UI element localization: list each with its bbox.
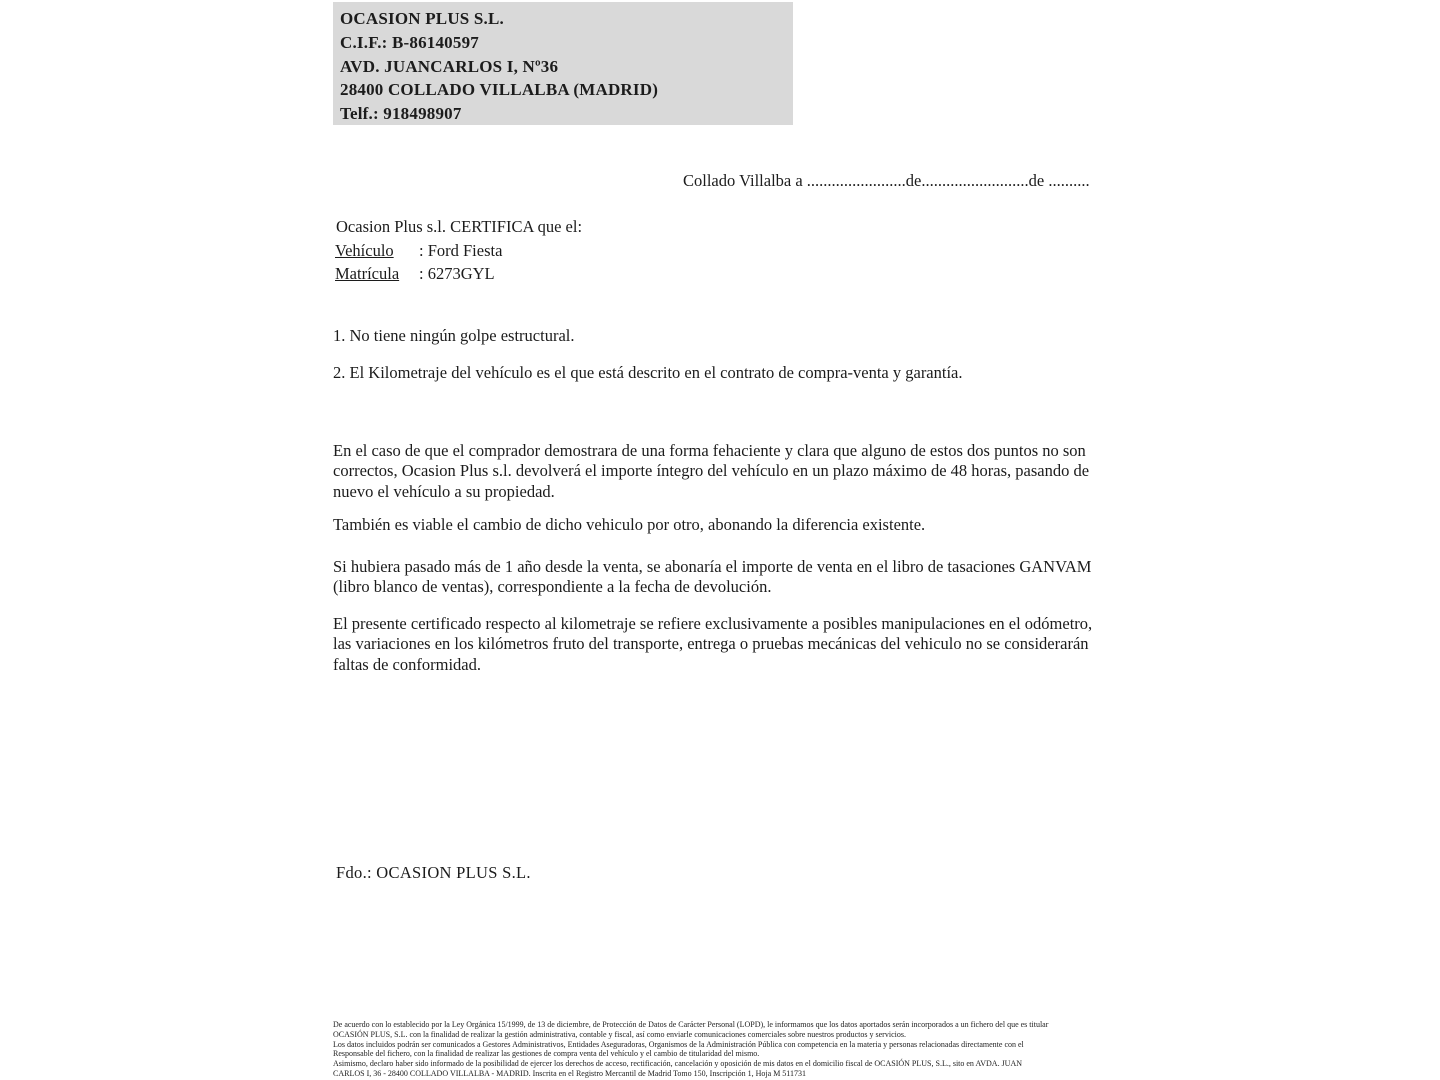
paragraph-refund: En el caso de que el comprador demostrara de una forma fehaciente y clara que alguno de estos dos puntos no son correctos, Ocasion Plus s.l. devolverá el importe íntegro del vehículo en un plazo máximo de 48 horas, pasando de nuevo el vehículo a su propiedad.	[333, 441, 1090, 501]
company-city: 28400 COLLADO VILLALBA (MADRID)	[340, 80, 659, 100]
vehicle-value: : Ford Fiesta	[419, 241, 503, 260]
legal-footer-line: Asimismo, declaro haber sido informado de la posibilidad de ejercer los derechos de acceso, rectificación, cancelación y oposición de mis datos en el domicilio fiscal de OCASIÓN PLUS, S.L., sito en AVDA. JUAN	[333, 1059, 1023, 1069]
paragraph-ganvam: Si hubiera pasado más de 1 año desde la venta, se abonaría el importe de venta en el libro de tasaciones GANVAM (libro blanco de ventas), correspondiente a la fecha de devolución.	[333, 557, 1092, 597]
legal-footer-line: OCASIÓN PLUS, S.L. con la finalidad de realizar la gestión administrativa, contable y fiscal, así como enviarle comunicaciones comerciales sobre nuestros productos y servicios.	[333, 1029, 906, 1039]
date-line: Collado Villalba a ........................de..........................de ..........	[683, 171, 1090, 190]
clause-mileage: 2. El Kilometraje del vehículo es el que está descrito en el contrato de compra-venta y garantía.	[333, 363, 963, 382]
vehicle-label: Vehículo	[335, 241, 394, 260]
company-name: OCASION PLUS S.L.	[340, 9, 504, 28]
company-cif: C.I.F.: B-86140597	[340, 32, 479, 52]
certify-intro: Ocasion Plus s.l. CERTIFICA que el:	[336, 217, 583, 236]
vehicle-row	[335, 241, 502, 261]
legal-footer-line: Responsable del fichero, con la finalidad de realizar las gestiones de compra venta del vehículo y el cambio de titularidad del mismo.	[333, 1049, 760, 1059]
paragraph-odometer: El presente certificado respecto al kilometraje se refiere exclusivamente a posibles manipulaciones en el odómetro, las variaciones en los kilómetros fruto del transporte, entrega o pruebas mecánicas del vehiculo no se considerarán faltas de conformidad.	[333, 614, 1093, 674]
legal-footer-line: CARLOS I, 36 - 28400 COLLADO VILLALBA - MADRID. Inscrita en el Registro Mercantil de Madrid Tomo 150, Inscripción 1, Hoja M 511731	[333, 1068, 807, 1078]
plate-row	[335, 264, 495, 284]
company-phone: Telf.: 918498907	[340, 104, 462, 124]
signature-line: Fdo.: OCASION PLUS S.L.	[336, 863, 531, 882]
plate-label: Matrícula	[335, 264, 400, 283]
plate-value: : 6273GYL	[419, 264, 495, 283]
company-letterhead	[333, 2, 793, 125]
legal-footer-line: De acuerdo con lo establecido por la Ley Orgánica 15/1999, de 13 de diciembre, de Protección de Datos de Carácter Personal (LOPD), le informamos que los datos aportados serán incorporados a un fichero del que es titular	[333, 1020, 1049, 1029]
paragraph-exchange: También es viable el cambio de dicho vehiculo por otro, abonando la diferencia existente.	[333, 515, 926, 534]
legal-footer	[333, 1020, 1133, 1079]
legal-footer-line: Los datos incluidos podrán ser comunicados a Gestores Administrativos, Entidades Aseguradoras, Organismos de la Administración Pública con competencia en la materia y personas relacionadas directamente con el	[333, 1039, 1024, 1049]
company-address: AVD. JUANCARLOS I, Nº36	[340, 56, 559, 76]
clause-structural: 1. No tiene ningún golpe estructural.	[333, 326, 575, 345]
